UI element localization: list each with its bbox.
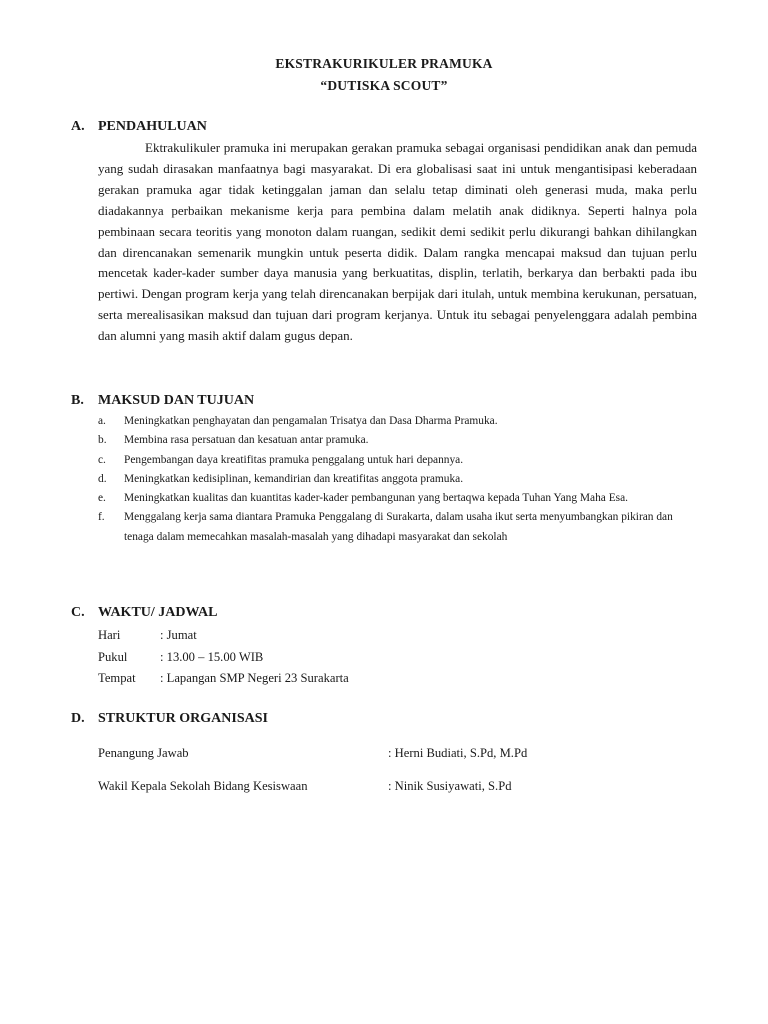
intro-text: Ektrakulikuler pramuka ini merupakan gerakan pramuka sebagai organisasi pendidikan anak dan pemuda yang sudah dirasakan manfaatnya bagi masyarakat. Di era globalisasi saat ini untuk mengantisipasi keberadaan gerakan pramuka agar tidak ketinggalan jaman dan selalu tetap diminati oleh generasi muda, maka perlu diadakannya perbaikan mekanisme kerja para pembina dalam melatih anak didiknya. Seperti halnya pola pembinaan secara teoritis yang monoton dalam ruangan, sedikit demi sedikit perlu dikurangi bahkan dihilangkan dan direncanakan semenarik mungkin untuk peserta didik. Dalam rangka mencapai maksud dan tujuan perlu mencetak kader-kader sumber daya manusia yang berkuatitas, displin, terlatih, berkarya dan berbakti pada ibu pertiwi. Dengan program kerja yang telah direncanakan berpijak dari itulah, untuk membina kerukunan, persatuan, serta merealisasikan maksud dan tujuan dari program kerjanya. Untuk itu sebagai penyelenggara adalah pembina dan alumni yang masih aktif dalam gugus depan.: [98, 140, 697, 344]
list-item: a. Meningkatkan penghayatan dan pengamalan Trisatya dan Dasa Dharma Pramuka.: [98, 415, 498, 427]
section-d-letter: D.: [71, 711, 85, 726]
section-c-heading: [71, 605, 217, 621]
section-b-title: MAKSUD DAN TUJUAN: [98, 393, 255, 408]
document-title: EKSTRAKURIKULER PRAMUKA: [275, 56, 493, 71]
section-a-letter: A.: [71, 119, 85, 134]
document-subtitle: “DUTISKA SCOUT”: [320, 78, 448, 93]
section-c-letter: C.: [71, 605, 85, 620]
list-item: d. Meningkatkan kedisiplinan, kemandirian dan kreatifitas anggota pramuka.: [98, 472, 464, 485]
section-b-heading: [71, 393, 254, 409]
section-a-paragraph: [98, 138, 697, 347]
section-b-letter: B.: [71, 393, 84, 408]
section-d-heading: [71, 711, 268, 727]
section-a-heading: [71, 119, 207, 135]
objectives-list: [98, 412, 698, 547]
section-c-title: WAKTU/ JADWAL: [98, 605, 218, 620]
section-a-title: PENDAHULUAN: [98, 119, 207, 134]
list-item: e. Meningkatkan kualitas dan kuantitas kader-kader pembangunan yang bertaqwa kepada Tuhan Yang Maha Esa.: [98, 492, 628, 505]
document-page: EKSTRAKURIKULER PRAMUKA “DUTISKA SCOUT” A. PENDAHULUAN Ektrakulikuler pramuka ini merupakan gerakan pramuka sebagai organisasi pendidikan anak dan pemuda yang sudah dirasakan manfaatnya bagi masyarakat. Di era globalisasi saat ini untuk mengantisipasi keberadaan gerakan pramuka agar tidak ketinggalan jaman dan selalu tetap diminati oleh generasi muda, maka perlu diadakannya perbaikan mekanisme kerja para pembina dalam melatih anak didiknya. Seperti halnya pola pembinaan secara teoritis yang monoton dalam ruangan, sedikit demi sedikit perlu dikurangi bahkan dihilangkan dan direncanakan semenarik mungkin untuk peserta didik. Dalam rangka mencapai maksud dan tujuan perlu mencetak kader-kader sumber daya manusia yang berkuatitas, displin, terlatih, berkarya dan berbakti pada ibu pertiwi. Dengan program kerja yang telah direncanakan berpijak dari itulah, untuk membina kerukunan, persatuan, serta merealisasikan maksud dan tujuan dari program kerjanya. Untuk itu sebagai penyelenggara adalah pembina dan alumni yang masih aktif dalam gugus depan. B. MAKSUD DAN TUJUAN a. Meningkatkan penghayatan dan pengamalan Trisatya dan Dasa Dharma Pramuka. b. Membina rasa persatuan dan kesatuan antar pramuka. c. Pengembangan daya kreatifitas pramuka penggalang untuk hari depannya. d. Meningkatkan kedisiplinan, kemandirian dan kreatifitas anggota pramuka. e. Meningkatkan kualitas dan kuantitas kader-kader pembangunan yang bertaqwa kepada Tuhan Yang Maha Esa. f. Menggalang kerja sama diantara Pramuka Penggalang di Surakarta, dalam usaha ikut serta menyumbangkan pikiran dan tenaga dalam memecahkan masalah-masalah yang dihadapi masyarakat dan sekolah C. WAKTU/ JADWAL Hari : Jumat Pukul : 13.00 – 15.00 WIB Tempat : Lapangan SMP Negeri 23 Surakarta D. STRUKTUR ORGANISASI Penangung Jawab : Herni Budiati, S.Pd, M.Pd Wakil Kepala Sekolah Bidang Kesiswaan : Ninik Susiyawati, S.Pd: [0, 0, 768, 1024]
list-item: c. Pengembangan daya kreatifitas pramuka penggalang untuk hari depannya.: [98, 453, 464, 466]
section-d-title: STRUKTUR ORGANISASI: [98, 711, 268, 726]
list-item: f. Menggalang kerja sama diantara Pramuka Penggalang di Surakarta, dalam usaha ikut serta menyumbangkan pikiran dan tenaga dalam memecahkan masalah-masalah yang dihadapi masyarakat dan sekolah: [98, 511, 673, 543]
list-item: b. Membina rasa persatuan dan kesatuan antar pramuka.: [98, 434, 369, 447]
